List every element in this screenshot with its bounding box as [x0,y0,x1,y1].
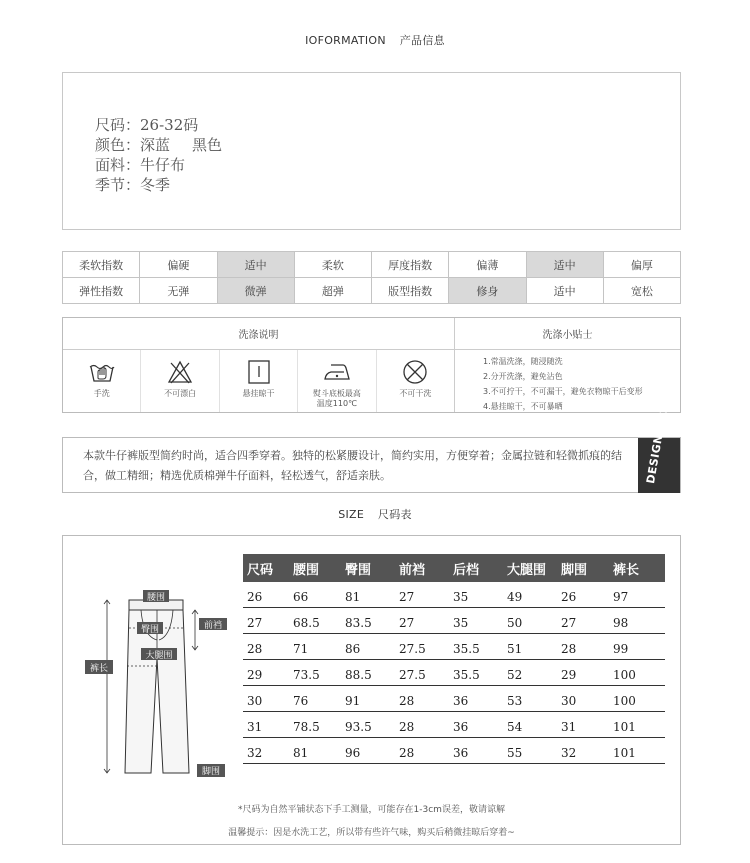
size-cell: 28 [399,746,415,760]
size-cell: 36 [453,720,469,734]
tip-item: 1.常温洗涤，随浸随洗 [483,357,563,366]
length-label: 裤长 [89,664,109,674]
wash-tips [483,354,643,414]
hang-dry-icon [245,359,273,385]
size-cell: 68.5 [293,616,320,630]
designer-tag [638,389,680,493]
size-cell: 32 [561,746,577,760]
size-header-cell: 裤长 [613,562,640,578]
size-cell: 26 [247,590,263,604]
size-cell: 36 [453,694,469,708]
size-cell: 27 [247,616,263,630]
size-cell: 100 [613,668,636,682]
size-cell: 35 [453,616,469,630]
size-cell: 30 [247,694,263,708]
size-header-cell: 前裆 [399,562,426,578]
size-row [243,712,665,738]
index-cell: 适中 [526,278,603,304]
index-cell-selected: 微弹 [217,278,294,304]
size-row [243,582,665,608]
title-en: IOFORMATION [305,34,386,47]
size-cell: 35 [453,590,469,604]
wash-item [141,350,219,412]
size-table-header [243,554,665,582]
hand-wash-icon [88,359,116,385]
index-cell: 超弹 [294,278,371,304]
index-cell-selected: 修身 [449,278,526,304]
size-header-cell: 臀围 [345,562,372,578]
size-cell: 73.5 [293,668,320,682]
tip-item: 2.分开洗涤，避免沾色 [483,372,563,381]
size-cell: 54 [507,720,523,734]
index-cell: 弹性指数 [63,278,140,304]
wash-icons-row [63,350,455,412]
size-cell: 27 [561,616,577,630]
no-bleach-icon [166,359,194,385]
wash-label: 手洗 [93,389,110,398]
size-chart-box [62,535,681,845]
color-line [95,135,222,155]
hip-label: 臀围 [140,625,160,635]
index-cell: 宽松 [603,278,680,304]
size-header-cell: 腰围 [293,562,320,578]
wash-item [377,350,454,412]
description-text: 本款牛仔裤版型简约时尚，适合四季穿着。独特的松紧腰设计，简约实用，方便穿着；金属拉链和轻微抓痕的结合，做工精细；精选优质棉弹牛仔面料，轻松透气，舒适亲肤。 [83,449,622,482]
wash-tips-title: 洗涤小贴士 [455,318,680,350]
size-cell: 101 [613,746,636,760]
size-cell: 27.5 [399,642,426,656]
size-row [243,660,665,686]
size-cell: 35.5 [453,642,480,656]
size-cell: 98 [613,616,629,630]
size-cell: 66 [293,590,309,604]
size-cell: 53 [507,694,523,708]
wash-box [62,317,681,413]
index-cell: 柔软指数 [63,252,140,278]
size-header-cell: 脚围 [561,562,588,578]
index-cell: 偏厚 [603,252,680,278]
index-cell: 无弹 [140,278,217,304]
pants-diagram [81,588,231,788]
size-header-cell: 大腿围 [507,562,547,578]
wash-instructions-title: 洗涤说明 [63,318,455,350]
size-value: 26-32码 [140,116,199,134]
size-row [243,686,665,712]
size-cell: 29 [561,668,577,682]
size-cell: 88.5 [345,668,372,682]
size-label: 尺码： [95,116,141,134]
size-cell: 28 [399,720,415,734]
product-info-title [0,32,750,48]
index-cell: 柔软 [294,252,371,278]
index-row-elasticity [63,278,681,304]
size-cell: 55 [507,746,523,760]
size-title-cn: 尺码表 [377,508,412,521]
wash-label: 熨斗底板最高 温度110℃ [312,389,361,408]
size-line [95,115,222,135]
size-title-en: SIZE [338,508,365,521]
size-cell: 27.5 [399,668,426,682]
size-cell: 96 [345,746,361,760]
size-cell: 28 [399,694,415,708]
wash-label: 不可漂白 [164,389,197,398]
size-cell: 100 [613,694,636,708]
size-cell: 76 [293,694,309,708]
wash-item [63,350,141,412]
fabric-line [95,155,222,175]
size-cell: 51 [507,642,523,656]
size-cell: 32 [247,746,263,760]
index-cell: 厚度指数 [372,252,449,278]
season-value: 冬季 [140,176,171,194]
hem-label: 脚围 [201,767,221,777]
index-cell: 版型指数 [372,278,449,304]
size-cell: 30 [561,694,577,708]
index-row-softness [63,252,681,278]
color-value-1: 深蓝 [140,136,171,154]
size-cell: 28 [561,642,577,656]
size-cell: 49 [507,590,523,604]
size-cell: 52 [507,668,523,682]
index-cell-selected: 适中 [217,252,294,278]
size-cell: 97 [613,590,629,604]
size-cell: 36 [453,746,469,760]
size-row [243,738,665,764]
season-label: 季节： [95,176,141,194]
size-cell: 71 [293,642,309,656]
size-cell: 83.5 [345,616,372,630]
size-header-cell: 后档 [453,562,480,578]
size-cell: 101 [613,720,636,734]
index-cell: 偏薄 [449,252,526,278]
size-cell: 81 [345,590,361,604]
size-cell: 26 [561,590,577,604]
size-cell: 50 [507,616,523,630]
wash-item [298,350,376,412]
thigh-label: 大腿围 [145,651,173,661]
index-cell: 偏硬 [140,252,217,278]
wash-label: 悬挂晾干 [242,389,275,398]
color-value-2: 黑色 [192,136,223,154]
size-note-1: *尺码为自然平铺状态下手工测量，可能存在1-3cm误差，敬请谅解 [238,805,505,815]
season-line [95,175,222,195]
no-dry-clean-icon [401,359,429,385]
designer-tag-text: DESIGNER 设计 [643,389,674,485]
front-rise-label: 前裆 [203,621,223,631]
color-label: 颜色： [95,136,141,154]
size-cell: 35.5 [453,668,480,682]
size-cell: 78.5 [293,720,320,734]
size-cell: 29 [247,668,263,682]
iron-icon [323,359,351,385]
waist-label: 腰围 [146,593,166,603]
product-info-box [62,72,681,230]
size-cell: 91 [345,694,361,708]
size-header-cell: 尺码 [247,562,274,578]
size-cell: 28 [247,642,263,656]
size-cell: 93.5 [345,720,372,734]
size-cell: 27 [399,590,415,604]
size-cell: 86 [345,642,361,656]
fabric-value: 牛仔布 [140,156,186,174]
size-row [243,634,665,660]
size-cell: 99 [613,642,629,656]
wash-label: 不可干洗 [399,389,432,398]
tip-item: 3.不可拧干，不可漏干，避免衣物晾干后变形 [483,387,643,396]
wash-item [220,350,298,412]
size-chart-title [0,506,750,522]
fabric-label: 面料： [95,156,141,174]
size-note-2: 温馨提示：因是水洗工艺，所以带有些许气味，购买后稍微挂晾后穿着~ [228,828,515,838]
size-cell: 27 [399,616,415,630]
tip-item: 4.悬挂晾干，不可暴晒 [483,402,563,411]
size-cell: 31 [247,720,263,734]
index-cell-selected: 适中 [526,252,603,278]
size-table [243,554,665,764]
index-table [62,251,681,304]
size-cell: 81 [293,746,309,760]
size-row [243,608,665,634]
size-cell: 31 [561,720,577,734]
title-cn: 产品信息 [399,34,445,47]
